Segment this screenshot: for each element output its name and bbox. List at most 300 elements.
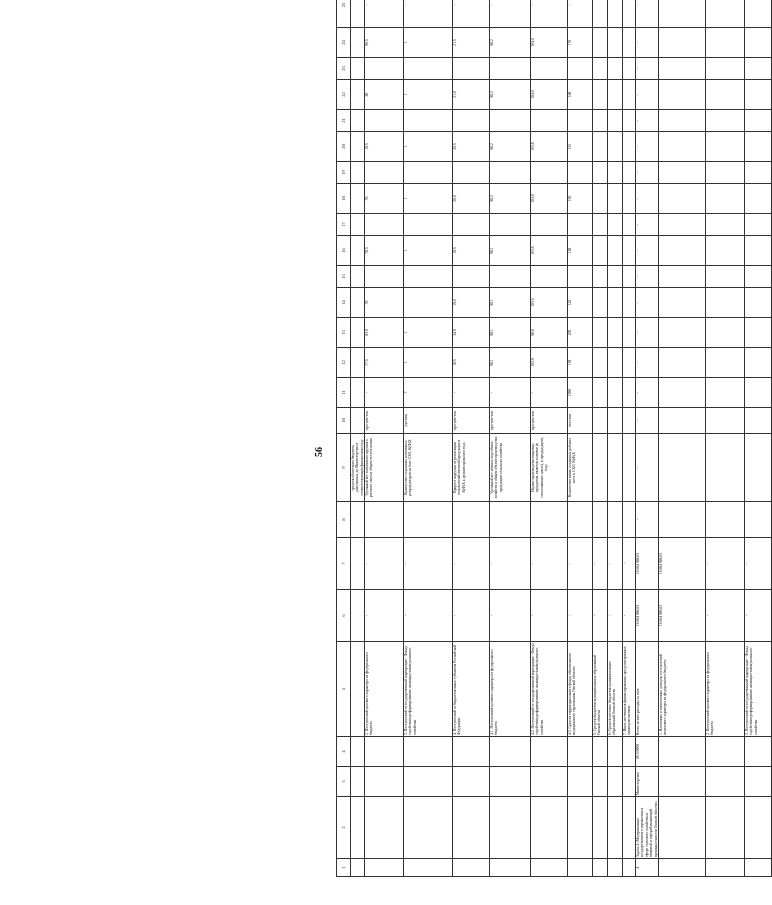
table-cell: 78,5 — [365, 236, 404, 266]
table-cell — [744, 378, 771, 408]
table-cell — [351, 162, 365, 184]
table-cell — [351, 80, 365, 110]
table-cell: - — [490, 590, 531, 642]
table-cell: 4. — [636, 859, 659, 877]
table-cell — [490, 110, 531, 132]
table-cell — [608, 408, 623, 434]
table-cell: Министерство — [636, 767, 659, 797]
table-cell — [744, 288, 771, 318]
table-cell: - — [531, 538, 568, 590]
table-cell — [593, 797, 608, 859]
table-cell — [705, 236, 744, 266]
table-cell — [744, 162, 771, 184]
table-cell — [744, 408, 771, 434]
column-number-cell: 10 — [337, 408, 351, 434]
table-cell — [705, 434, 744, 502]
table-cell — [744, 214, 771, 236]
table-cell — [658, 266, 705, 288]
table-cell: Задача 4 «Модернизация государственного управления в сфере сельского хозяйства и пищевой и перерабатывающей промышленности Омской области» — [636, 797, 659, 859]
table-cell — [490, 797, 531, 859]
table-cell — [623, 434, 636, 502]
table-cell: 98,1 — [490, 318, 531, 348]
table-cell — [593, 348, 608, 378]
table-cell — [623, 378, 636, 408]
table-cell — [623, 162, 636, 184]
table-cell — [453, 214, 490, 236]
table-cell: - — [636, 214, 659, 236]
table-cell: - — [636, 288, 659, 318]
table-cell — [623, 767, 636, 797]
table-cell: про-цен-тов — [490, 408, 531, 434]
table-cell: 104,0 — [531, 28, 568, 58]
table-cell: 19,5 — [365, 132, 404, 162]
column-number-cell: 2 — [337, 797, 351, 859]
table-cell — [490, 162, 531, 184]
column-number-cell: 5 — [337, 642, 351, 737]
table-cell — [351, 0, 365, 28]
table-cell: 98,2 — [490, 28, 531, 58]
table-cell — [568, 214, 593, 236]
table-cell — [593, 737, 608, 767]
table-cell — [351, 642, 365, 737]
table-cell — [568, 859, 593, 877]
table-cell: 1 — [404, 132, 453, 162]
table-row — [351, 0, 365, 877]
table-cell: 4.3. Средств территориального фонда обязательного медицинского страхования Омской области — [568, 642, 593, 737]
table-cell: - — [705, 538, 744, 590]
column-number-cell: 4 — [337, 737, 351, 767]
table-cell: - — [636, 184, 659, 214]
table-cell — [623, 132, 636, 162]
table-cell — [593, 0, 608, 28]
table-cell — [365, 214, 404, 236]
table-cell — [351, 184, 365, 214]
table-cell: 102,9 — [531, 348, 568, 378]
table-cell — [623, 214, 636, 236]
table-cell — [593, 378, 608, 408]
table-cell: - — [568, 538, 593, 590]
table-cell — [404, 502, 453, 538]
table-cell — [705, 266, 744, 288]
table-cell — [531, 58, 568, 80]
rotated-table-wrapper — [336, 2, 758, 877]
table-cell: - — [531, 378, 568, 408]
table-cell — [608, 58, 623, 80]
table-cell: 4.2. Поступлений от государственной корпорации - Фонда содействия реформированию жилищно-коммунального хозяйства — [531, 642, 568, 737]
table-cell: 98,2 — [490, 184, 531, 214]
table-cell — [351, 28, 365, 58]
table-cell: 3. Поступлений от государственной корпорации - Фонда содействия реформированию жилищно-коммунального хозяйства — [744, 642, 771, 737]
table-cell — [658, 28, 705, 58]
table-cell — [658, 502, 705, 538]
table-cell: - — [636, 132, 659, 162]
table-cell — [568, 58, 593, 80]
table-cell — [744, 110, 771, 132]
column-number-cell: 21 — [337, 110, 351, 132]
table-cell: Прирост выручки от реализации сельскохозяйственной продукции в К(Ф)Х к уровню прошлого года — [453, 434, 490, 502]
table-cell: 4.1. Поступлений целевого характера из федерального бюджета — [490, 642, 531, 737]
table-cell: - — [404, 590, 453, 642]
table-cell — [705, 110, 744, 132]
table-cell — [608, 0, 623, 28]
table-cell — [608, 162, 623, 184]
table-cell — [351, 58, 365, 80]
table-cell — [623, 797, 636, 859]
table-cell: - — [490, 0, 531, 28]
table-cell — [608, 797, 623, 859]
table-cell: 3. Поступлений от государственной корпорации - Фонда содействия реформированию жилищно-коммунального хозяйства — [404, 642, 453, 737]
table-cell: 16 664 986,63 — [658, 590, 705, 642]
table-cell: 161 — [568, 132, 593, 162]
table-cell — [593, 502, 608, 538]
table-cell: 98,1 — [490, 348, 531, 378]
table-cell: 19,5 — [453, 236, 490, 266]
table-cell: Индекс производства пищевых продуктов, включая напитки (в сопоставимых ценах), к предыдущему году — [531, 434, 568, 502]
table-cell: 78 — [365, 288, 404, 318]
column-number-cell: 7 — [337, 538, 351, 590]
table-cell: 139 — [568, 348, 593, 378]
column-number-cell: 23 — [337, 58, 351, 80]
table-cell — [365, 737, 404, 767]
table-cell: 21,5 — [453, 28, 490, 58]
table-cell — [658, 214, 705, 236]
table-cell — [453, 767, 490, 797]
table-cell — [531, 797, 568, 859]
table-cell — [705, 767, 744, 797]
table-cell: 1 — [404, 184, 453, 214]
table-cell: 16 664 986,63 — [636, 538, 659, 590]
table-cell — [658, 132, 705, 162]
table-cell — [531, 502, 568, 538]
table-cell — [658, 80, 705, 110]
table-cell: - — [705, 590, 744, 642]
table-cell: - — [365, 538, 404, 590]
table-cell — [608, 132, 623, 162]
table-cell — [608, 184, 623, 214]
table-row — [490, 0, 531, 877]
column-number-cell: 3 — [337, 767, 351, 797]
table-cell: 1 — [404, 318, 453, 348]
table-cell — [490, 859, 531, 877]
table-cell — [623, 408, 636, 434]
table-cell: - — [636, 378, 659, 408]
table-cell — [531, 214, 568, 236]
table-cell — [658, 797, 705, 859]
table-cell: - — [744, 590, 771, 642]
table-cell — [623, 28, 636, 58]
table-cell — [453, 266, 490, 288]
table-row — [744, 0, 771, 877]
table-cell — [351, 797, 365, 859]
table-cell: еди-ниц — [404, 408, 453, 434]
header-row — [337, 0, 351, 877]
table-cell — [568, 502, 593, 538]
page-number: 56 — [314, 447, 325, 457]
table-cell — [744, 266, 771, 288]
table-cell — [705, 162, 744, 184]
column-number-cell: 11 — [337, 378, 351, 408]
table-cell — [351, 214, 365, 236]
table-cell: - — [453, 590, 490, 642]
table-cell — [658, 184, 705, 214]
table-cell — [623, 184, 636, 214]
table-cell — [744, 80, 771, 110]
table-cell: - — [593, 590, 608, 642]
table-cell: - — [636, 348, 659, 378]
table-cell: - — [608, 590, 623, 642]
table-cell: - — [365, 378, 404, 408]
program-table — [336, 0, 772, 877]
column-number-cell: 14 — [337, 288, 351, 318]
table-cell — [705, 859, 744, 877]
column-number-cell: 6 — [337, 590, 351, 642]
table-cell — [404, 859, 453, 877]
table-cell — [608, 378, 623, 408]
table-cell — [608, 266, 623, 288]
table-cell: - — [744, 538, 771, 590]
table-cell: 103,6 — [531, 236, 568, 266]
table-cell — [623, 859, 636, 877]
table-cell — [351, 737, 365, 767]
table-cell — [453, 502, 490, 538]
table-cell — [404, 767, 453, 797]
table-cell — [744, 318, 771, 348]
table-cell — [531, 266, 568, 288]
table-cell — [593, 767, 608, 797]
table-cell: - — [490, 378, 531, 408]
table-cell — [404, 266, 453, 288]
table-row — [568, 0, 593, 877]
table-cell — [490, 737, 531, 767]
table-cell — [658, 737, 705, 767]
table-cell: - — [453, 538, 490, 590]
table-cell: - — [636, 502, 659, 538]
column-number-cell: 25 — [337, 0, 351, 28]
table-cell: 149 — [568, 236, 593, 266]
table-cell — [658, 236, 705, 266]
table-cell — [608, 214, 623, 236]
table-cell — [608, 236, 623, 266]
table-cell — [351, 132, 365, 162]
table-cell — [593, 408, 608, 434]
table-cell: 83,9 — [365, 318, 404, 348]
table-cell — [623, 266, 636, 288]
table-cell — [453, 797, 490, 859]
table-cell — [351, 348, 365, 378]
table-cell — [351, 266, 365, 288]
column-number-cell: 19 — [337, 162, 351, 184]
table-cell — [453, 859, 490, 877]
table-cell — [365, 502, 404, 538]
table-cell: Всего, из них расходы за счет: — [636, 642, 659, 737]
table-cell — [351, 767, 365, 797]
table-cell: - — [636, 318, 659, 348]
table-cell — [568, 737, 593, 767]
table-cell — [744, 797, 771, 859]
table-cell — [351, 859, 365, 877]
table-cell — [608, 318, 623, 348]
table-cell: про-цен-тов — [365, 408, 404, 434]
table-cell — [351, 288, 365, 318]
table-cell — [568, 162, 593, 184]
column-number-cell: 18 — [337, 184, 351, 214]
table-row — [453, 0, 490, 877]
table-cell: - — [593, 538, 608, 590]
table-cell: - — [636, 236, 659, 266]
column-number-cell: 12 — [337, 348, 351, 378]
table-cell: 205 — [568, 318, 593, 348]
table-cell — [453, 162, 490, 184]
table-cell — [623, 502, 636, 538]
table-cell — [623, 110, 636, 132]
table-cell: 19,0 — [453, 288, 490, 318]
table-cell: 155 — [568, 184, 593, 214]
table-cell: 98,1 — [490, 288, 531, 318]
table-cell — [365, 162, 404, 184]
table-row — [404, 0, 453, 877]
table-cell — [744, 767, 771, 797]
table-cell: - — [636, 110, 659, 132]
table-cell — [404, 288, 453, 318]
table-cell — [593, 162, 608, 184]
table-row — [531, 0, 568, 877]
table-cell — [404, 58, 453, 80]
table-cell: Количество созданных племенных репродукторов на базе СХО, К(Ф)Х — [404, 434, 453, 502]
table-cell — [351, 408, 365, 434]
table-cell — [705, 318, 744, 348]
table-cell: - — [623, 590, 636, 642]
table-cell — [568, 797, 593, 859]
table-cell — [351, 590, 365, 642]
table-cell — [705, 214, 744, 236]
table-cell: - — [636, 58, 659, 80]
table-cell: - — [636, 0, 659, 28]
column-number-cell: 17 — [337, 214, 351, 236]
table-cell: 90,5 — [365, 28, 404, 58]
table-cell — [658, 318, 705, 348]
table-cell — [351, 378, 365, 408]
table-cell — [608, 859, 623, 877]
table-cell — [658, 767, 705, 797]
table-cell: 20,0 — [453, 184, 490, 214]
table-cell: - — [365, 0, 404, 28]
table-cell — [608, 28, 623, 58]
table-cell: 16 664 986,63 — [636, 590, 659, 642]
table-body — [337, 0, 772, 877]
table-cell — [593, 184, 608, 214]
table-cell: 21,0 — [453, 80, 490, 110]
table-cell — [593, 859, 608, 877]
table-cell: 1 — [404, 80, 453, 110]
table-cell — [623, 318, 636, 348]
table-cell: - — [636, 80, 659, 110]
table-cell: - — [453, 0, 490, 28]
table-cell: Удельный вес племенного крупного рогатого скота в общем его поголовье — [365, 434, 404, 502]
table-cell: - — [568, 590, 593, 642]
table-cell: 98,2 — [490, 80, 531, 110]
table-cell — [593, 110, 608, 132]
table-cell: - — [636, 162, 659, 184]
column-number-cell: 22 — [337, 80, 351, 110]
table-cell — [658, 110, 705, 132]
table-cell — [593, 318, 608, 348]
table-cell — [568, 266, 593, 288]
table-cell — [658, 162, 705, 184]
table-cell — [744, 236, 771, 266]
table-cell — [623, 288, 636, 318]
table-cell — [490, 214, 531, 236]
table-cell: 18,5 — [453, 348, 490, 378]
table-cell — [705, 348, 744, 378]
table-cell — [744, 859, 771, 877]
table-cell: - — [636, 266, 659, 288]
table-cell: 06.5.9999 — [636, 737, 659, 767]
table-cell — [365, 797, 404, 859]
table-cell — [531, 110, 568, 132]
table-cell: средств областного бюджета, доведенных до Министерства в соответствующем финансовом году — [351, 434, 365, 502]
table-cell — [744, 58, 771, 80]
table-cell — [608, 288, 623, 318]
table-cell — [623, 0, 636, 28]
table-row — [636, 0, 659, 877]
table-cell: Удельный вес личных подсобных хозяйств в общем объеме производства продукции сельского хозяйства — [490, 434, 531, 502]
table-row — [365, 0, 404, 877]
table-cell: 176 — [568, 28, 593, 58]
table-cell — [593, 28, 608, 58]
table-cell: 1 — [404, 348, 453, 378]
table-cell: 79 — [365, 184, 404, 214]
table-cell: Количество вновь созданных рабочих мест в СХО, К(Ф)Х — [568, 434, 593, 502]
table-cell — [744, 502, 771, 538]
table-row — [623, 0, 636, 877]
table-cell: - — [636, 28, 659, 58]
table-cell: 142 — [568, 288, 593, 318]
table-cell — [608, 502, 623, 538]
table-cell — [593, 214, 608, 236]
table-cell: - — [453, 378, 490, 408]
table-cell: 7 — [404, 378, 453, 408]
table-cell — [365, 767, 404, 797]
table-cell — [744, 184, 771, 214]
table-cell — [744, 132, 771, 162]
table-cell — [744, 0, 771, 28]
table-cell — [404, 162, 453, 184]
table-cell — [365, 266, 404, 288]
table-cell — [490, 266, 531, 288]
table-cell: 1 — [404, 236, 453, 266]
table-cell — [490, 502, 531, 538]
table-cell: 2. Поступлений целевого характера из федерального бюджета — [705, 642, 744, 737]
table-cell — [490, 58, 531, 80]
table-cell: 2. Поступлений целевого характера из федерального бюджета — [365, 642, 404, 737]
table-cell — [453, 58, 490, 80]
table-cell — [658, 348, 705, 378]
table-cell: 16 664 986,63 — [658, 538, 705, 590]
table-cell: 77,5 — [365, 348, 404, 378]
table-cell: 1. Налоговых и неналоговых доходов, поступлений нецелевого характера из федерального бюджета — [658, 642, 705, 737]
table-cell — [490, 767, 531, 797]
table-cell — [608, 434, 623, 502]
table-cell — [593, 266, 608, 288]
table-cell — [623, 58, 636, 80]
table-cell — [531, 767, 568, 797]
table-cell — [705, 184, 744, 214]
table-cell — [658, 408, 705, 434]
table-cell — [623, 80, 636, 110]
table-cell: - — [623, 538, 636, 590]
table-cell: - — [365, 590, 404, 642]
table-cell — [351, 502, 365, 538]
